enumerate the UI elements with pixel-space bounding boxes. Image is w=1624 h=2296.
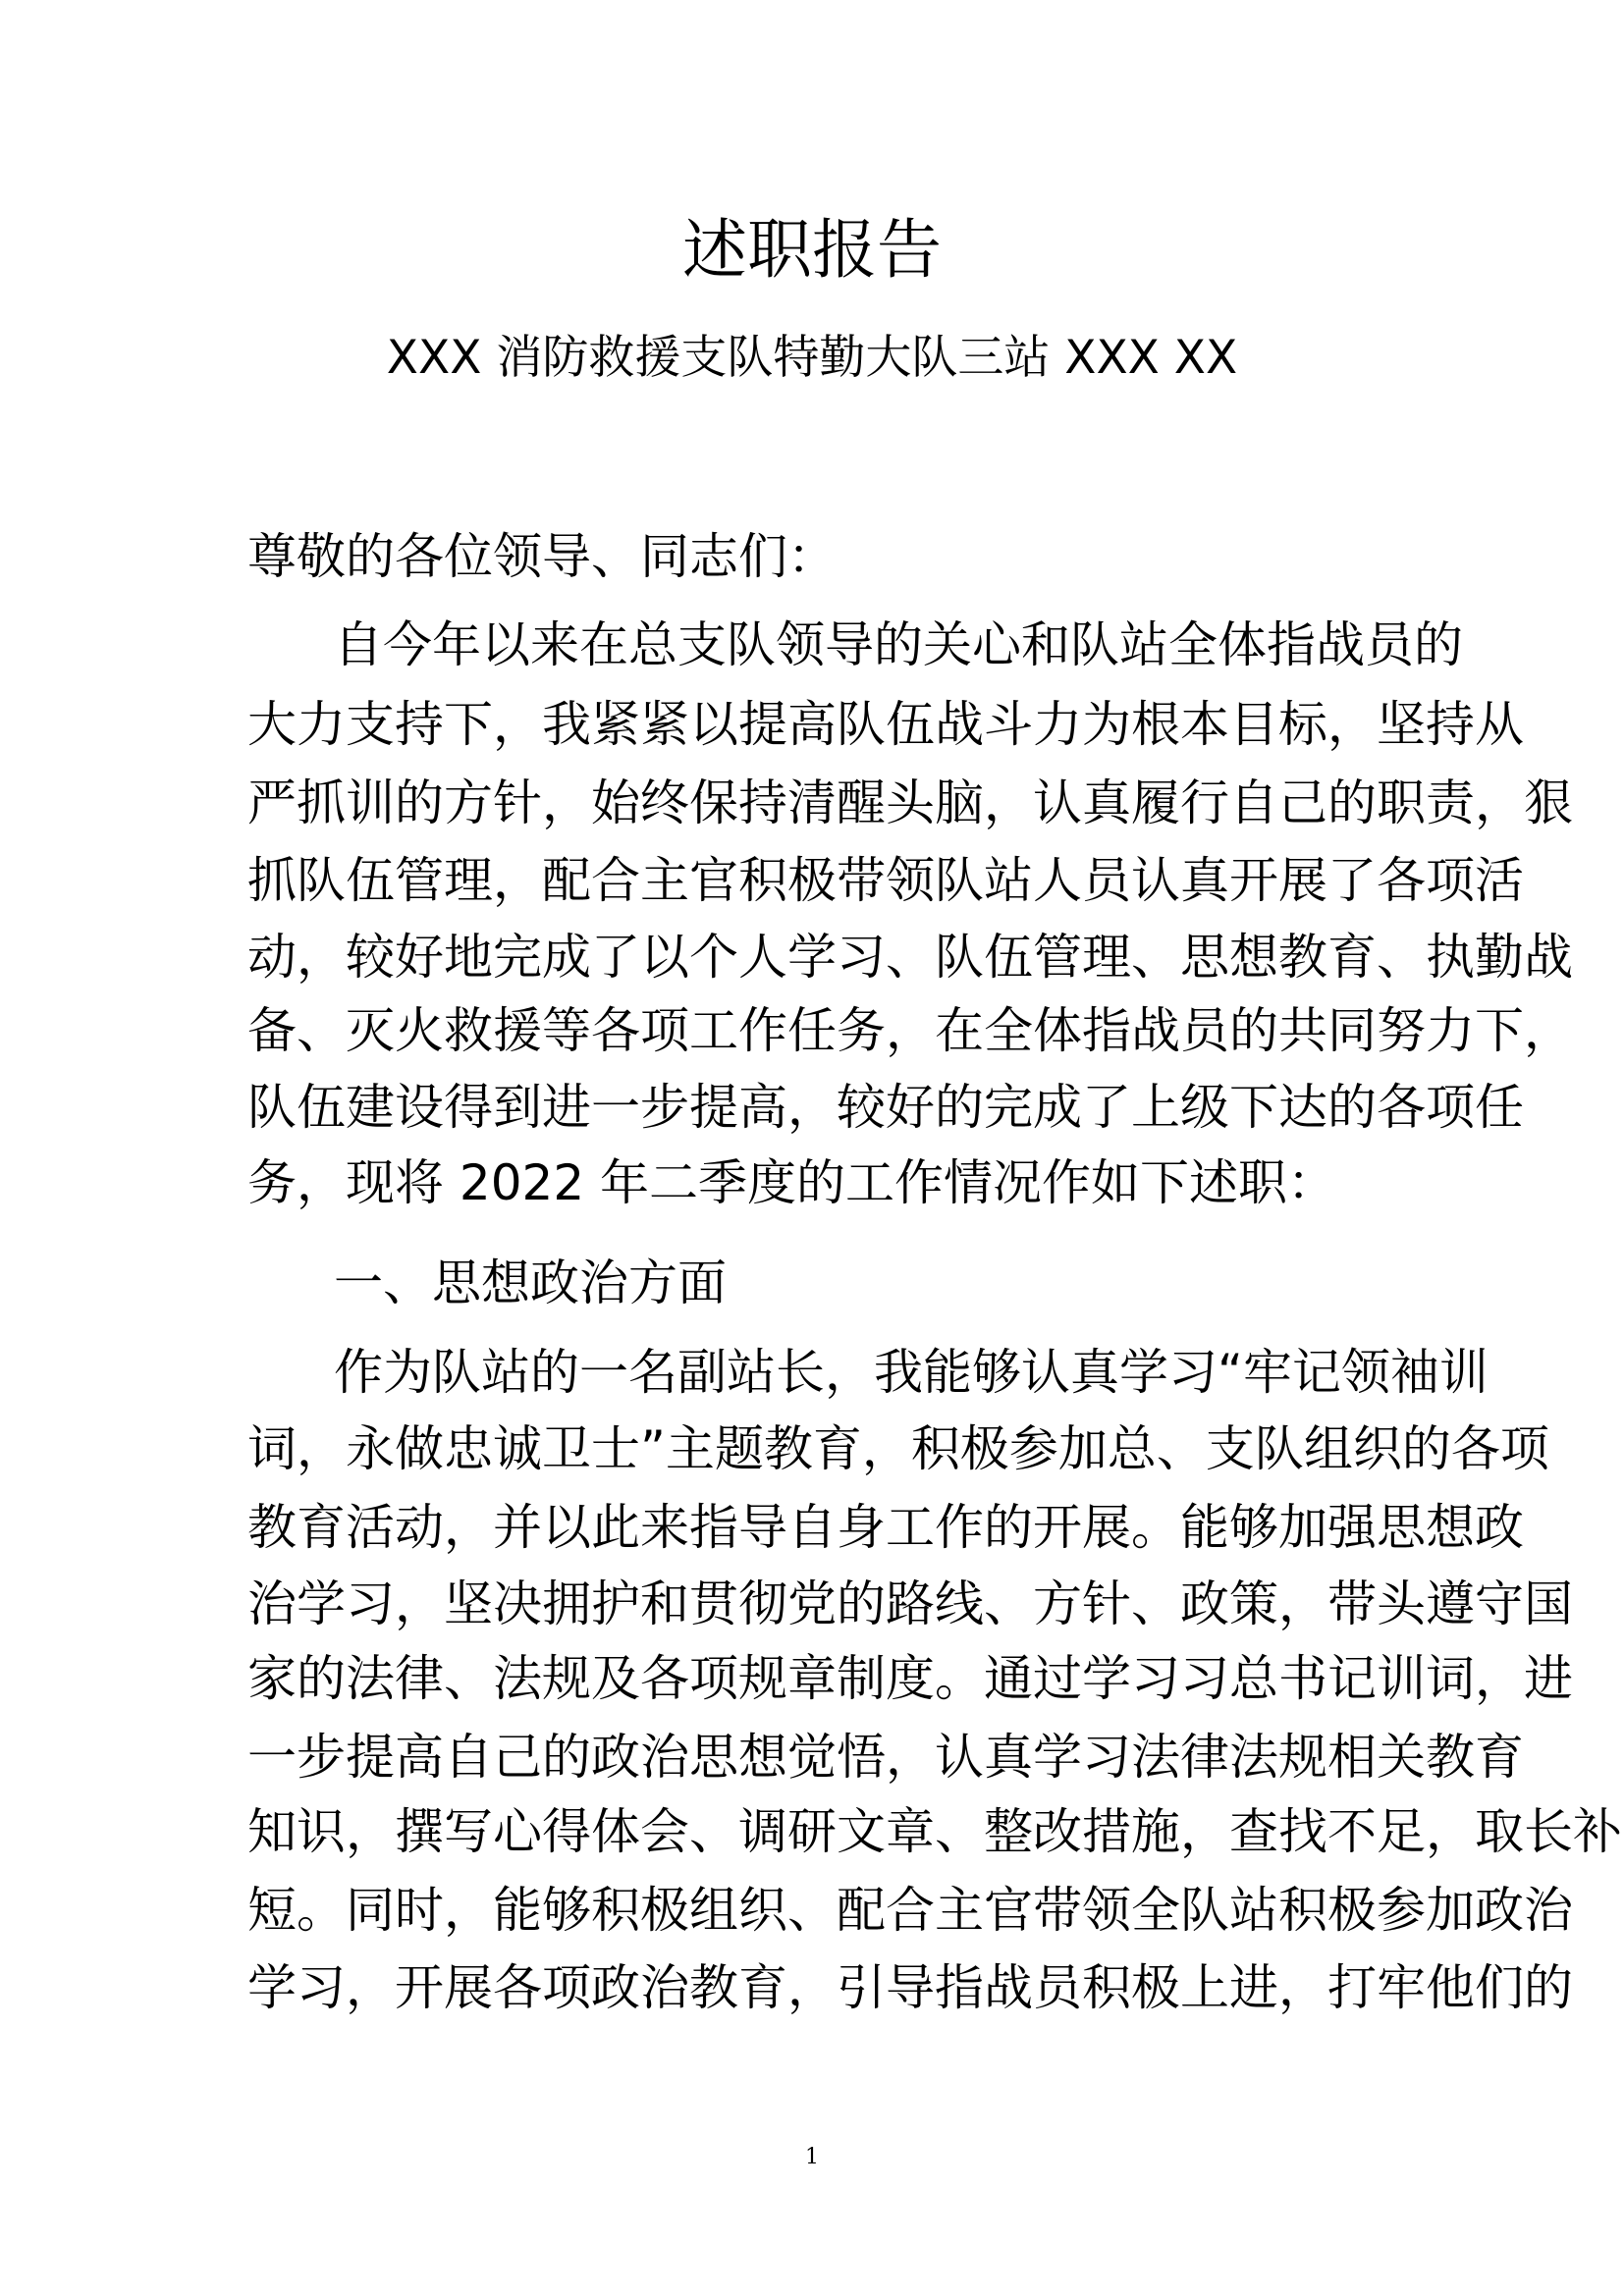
paragraph-line: 大力支持下，我紧紧以提高队伍战斗力为根本目标，坚持从: [247, 696, 1524, 753]
paragraph-line: 抓队伍管理，配合主官积极带领队站人员认真开展了各项活: [247, 852, 1524, 909]
paragraph-line: 一步提高自己的政治思想觉悟，认真学习法律法规相关教育: [247, 1729, 1524, 1786]
paragraph-line: 治学习，坚决拥护和贯彻党的路线、方针、政策，带头遵守国: [247, 1575, 1573, 1632]
document-subtitle: XXX 消防救援支队特勤大队三站 XXX XX: [386, 331, 1238, 385]
paragraph-line: 家的法律、法规及各项规章制度。通过学习习总书记训词，进: [247, 1650, 1573, 1707]
salutation: 尊敬的各位领导、同志们：: [247, 528, 837, 585]
paragraph-line: 知识，撰写心得体会、调研文章、整改措施，查找不足，取长补: [247, 1803, 1622, 1860]
paragraph-line: 自今年以来在总支队领导的关心和队站全体指战员的: [334, 616, 1463, 673]
paragraph-line: 教育活动，并以此来指导自身工作的开展。能够加强思想政: [247, 1499, 1524, 1556]
paragraph-line: 短。同时，能够积极组织、配合主官带领全队站积极参加政治: [247, 1882, 1573, 1939]
paragraph-line: 严抓训的方针，始终保持清醒头脑，认真履行自己的职责，狠: [247, 774, 1573, 831]
paragraph-line: 队伍建设得到进一步提高，较好的完成了上级下达的各项任: [247, 1079, 1524, 1136]
paragraph-line: 动，较好地完成了以个人学习、队伍管理、思想教育、执勤战: [247, 929, 1573, 986]
document-title: 述职报告: [682, 212, 942, 288]
paragraph-line: 学习，开展各项政治教育，引导指战员积极上进，打牢他们的: [247, 1959, 1573, 2016]
paragraph-line: 备、灭火救援等各项工作任务，在全体指战员的共同努力下，: [247, 1002, 1573, 1059]
section-heading: 一、思想政治方面: [334, 1255, 727, 1311]
paragraph-line: 作为队站的一名副站长，我能够认真学习“牢记领袖训: [334, 1344, 1489, 1401]
paragraph-line: 词，永做忠诚卫士”主题教育，积极参加总、支队组织的各项: [247, 1420, 1549, 1477]
paragraph-line: 务，现将 2022 年二季度的工作情况作如下述职：: [247, 1154, 1337, 1211]
page-number: 1: [805, 2145, 819, 2169]
